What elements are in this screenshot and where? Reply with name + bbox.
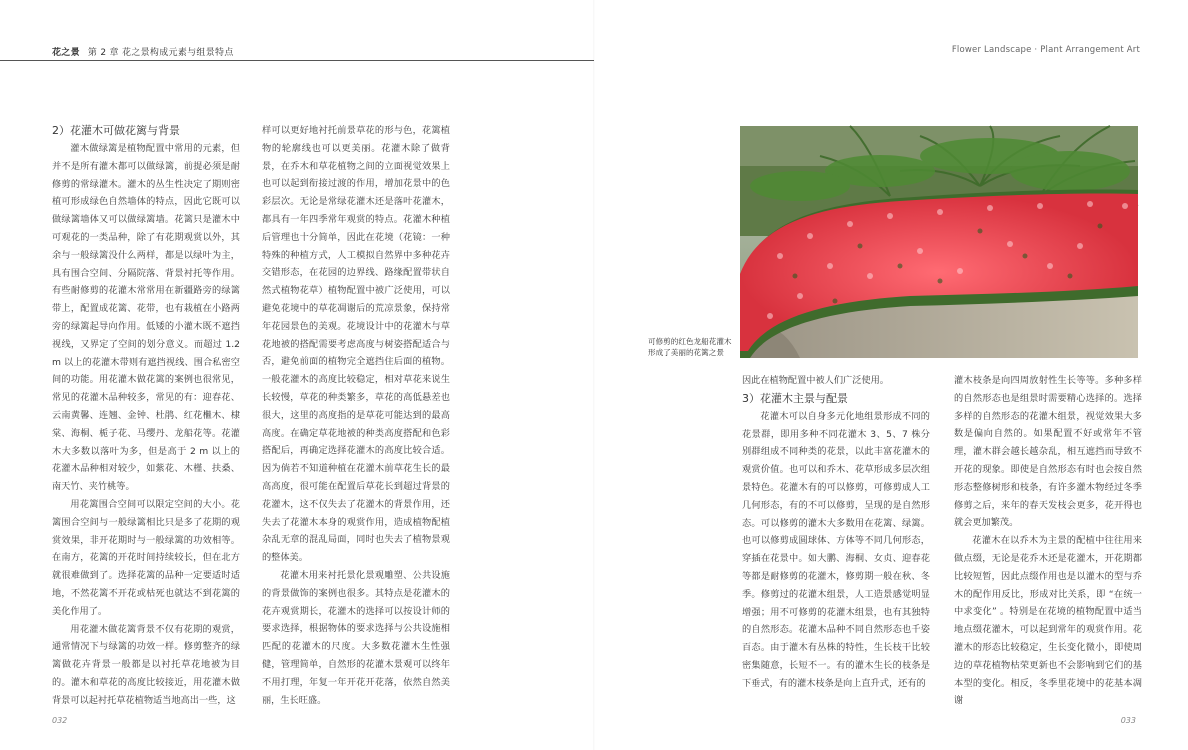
left-column-1 [52,122,240,706]
paragraph: 灌木枝条是向四周放射性生长等等。多种多样的自然形态也是组景时需要精心选择的。选择多样的自然形态的花灌木组景，视觉效果大多数是偏向自然的。如果配置不好或常年不管理，灌木群会越长越杂乱，相互遮挡而导致不开花的现象。即使是自然形态有时也会按自然形态整修树形和枝条，有许多灌木物经过冬季修剪之后，来年的春天发枝会更多，花开得也就会更加繁茂。 [954,375,1142,529]
paragraph: 花灌木用来衬托景化景观雕塑、公共设施的背景做饰的案例也很多。其特点是花灌木的花卉观赏期长，花灌木的选择可以按设计师的要求选择，根据物体的要求选择与公共设施相匹配的花灌木的尺度。大多数花灌木生性强健，管理简单，自然形的花灌木景观可以终年不用打理，年复一年开花开花落，依然自然美丽，生长旺盛。 [262,569,450,706]
paragraph: 样可以更好地衬托前景草花的形与色，花篱植物的轮廓线也可以更美丽。花灌木除了做背景，在乔木和草花植物之间的立面视觉效果上也可以起到衔接过渡的作用，增加花景中的色彩层次。无论是常绿花灌木还是落叶花灌木，都具有一年四季常年观赏的特点。花灌木种植后管理也十分简单，因此在花境（花镜：一种特殊的种植方式，人工模拟自然界中多种花卉交错形态，在花园的边界线、路缘配置带状自然式植物花草）植物配置中被广泛使用，可以避免花境中的草花凋谢后的荒凉景象，保持常年花园景色的美观。花境设计中的花灌木与草花地被的搭配需要考虑高度与树姿搭配适合与否，避免前面的植物完全遮挡住后面的植物。一般花灌木的高度比较稳定，相对草花来说生长较慢，草花的种类繁多，草花的高低悬差也很大，这里的高度指的是草花可能达到的最高高度。在确定草花地被的种类高度搭配和色彩搭配后，再确定选择花灌木的高度比较合适。因为倘若不知道种植在花灌木前草花生长的最高高度，很可能在配置后草花长到超过背景的花灌木，这不仅失去了花灌木的背景作用，还失去了花灌木本身的观赏作用，造成植物配植杂乱无章的混乱局面，同时也失去了植物景观的整体美。 [262,125,450,564]
section-heading-3: 3）花灌木主景与配景 [742,391,848,405]
hedge-photo [740,126,1138,358]
section-heading-2: 2）花灌木可做花篱与背景 [52,124,180,137]
paragraph: 因此在植物配置中被人们广泛使用。 [742,375,889,386]
chapter-title: 第 2 章 花之景构成元素与组景特点 [87,48,234,58]
running-head-right: Flower Landscape · Plant Arrangement Art [951,45,1140,55]
paragraph: 花灌木可以自身多元化地组景形成不同的花景群，即用多种不同花灌木 3、5、7 株分别群组成不同种类的花景，以此丰富花灌木的观赏价值。也可以和乔木、花草形成多层次组景特色。花灌木有的可以修剪，可修剪成人工几何形态，有的不可以修剪，呈现的是自然形态。可以修剪的灌木大多数用在花篱、绿篱。也可以修剪成圆球体、方体等不同几何形态，穿插在花景中。如大鹏、海桐、女贞、迎春花等都是耐修剪的花灌木，修剪期一般在秋、冬季。修剪过的花灌木组景，人工造景感觉明显增强；用不可修剪的花灌木组景，也有其独特的自然形态。花灌木品种不同自然形态也千姿百态。由于灌木有丛株的特性，生长枝干比较密集随意，长短不一。有的灌木生长的枝条是下垂式，有的灌木枝条是向上直升式，还有的 [742,410,930,689]
right-column-2 [954,372,1142,707]
left-column-2 [262,122,450,706]
paragraph: 用花篱围合空间可以限定空间的大小。花篱围合空间与一般绿篱相比只是多了花期的观赏效果，非开花期时与一般绿篱的功效相等。在南方，花篱的开花时间持续较长，但在北方就很难做到了。选择花篱的品种一定要适时适地，不然花篱不开花或枯死也就达不到花篱的美化作用了。 [52,498,240,617]
right-page [594,0,1188,750]
red-ixora-hedge-illustration [740,126,1138,358]
paragraph: 用花灌木做花篱背景不仅有花期的观赏，通常情况下与绿篱的功效一样。修剪整齐的绿篱做花卉背景一般都是以衬托草花地被为目的。灌木和草花的高度比较接近，用花灌木做背景可以起衬托草花植物适当地高出一些，这 [52,623,240,706]
right-column-1 [742,372,930,694]
book-title: 花之景 [52,48,80,58]
page-number-left: 032 [52,716,68,725]
photo-caption: 可修剪的红色龙船花灌木形成了美丽的花篱之景 [648,337,732,357]
header-rule [0,60,594,61]
page-number-right: 033 [1120,716,1136,725]
running-head-left [52,45,234,58]
paragraph: 灌木做绿篱是植物配置中常用的元素，但并不是所有灌木都可以做绿篱，前提必须是耐修剪的常绿灌木。灌木的丛生性决定了期则密植可形成绿色自然墙体的特点，因此它既可以做绿篱墙体又可以做绿篱墙。花篱只是灌木中可观花的一类品种，除了有花期观赏以外，其余与一般绿篱没什么两样，都是以绿叶为主，具有围合空间、分隔院落、背景衬托等作用。有些耐修剪的花灌木常常用在新疆路旁的绿篱带上，配置成花篱、花带，也有栽植在小路两旁的绿篱起导向作用。低矮的小灌木既不遮挡视线，又界定了空间的划分意义。而超过 1.2 m 以上的花灌木带则有遮挡视线、围合私密空间的功能。用花灌木做花篱的案例也很常见，常见的花灌木品种较多，常见的有：迎春花、云南黄馨、连翘、金钟、杜鹃、红花檵木、棣棠、海桐、栀子花、马缨丹、龙船花等。花灌木大多数以落叶为多，但是高于 2 m 以上的花灌木品种相对较少，如紫花、木槿、扶桑、南天竹、夹竹桃等。 [52,143,240,493]
paragraph: 花灌木在以乔木为主景的配植中往往用来做点缀，无论是花乔木还是花灌木，开花期都比较短暂，因此点缀作用也是以灌木的型与乔木的配作用反比，形成对比关系，即 “在统一中求变化” 。特别是在花境的植物配置中适当地点缀花灌木，可以起到常年的观赏作用。花灌木的形态比较稳定，生长变化微小，即使周边的草花植物枯荣更新也不会影响到它们的基本型的变化。相反，冬季里花境中的花基本凋谢 [954,535,1142,707]
